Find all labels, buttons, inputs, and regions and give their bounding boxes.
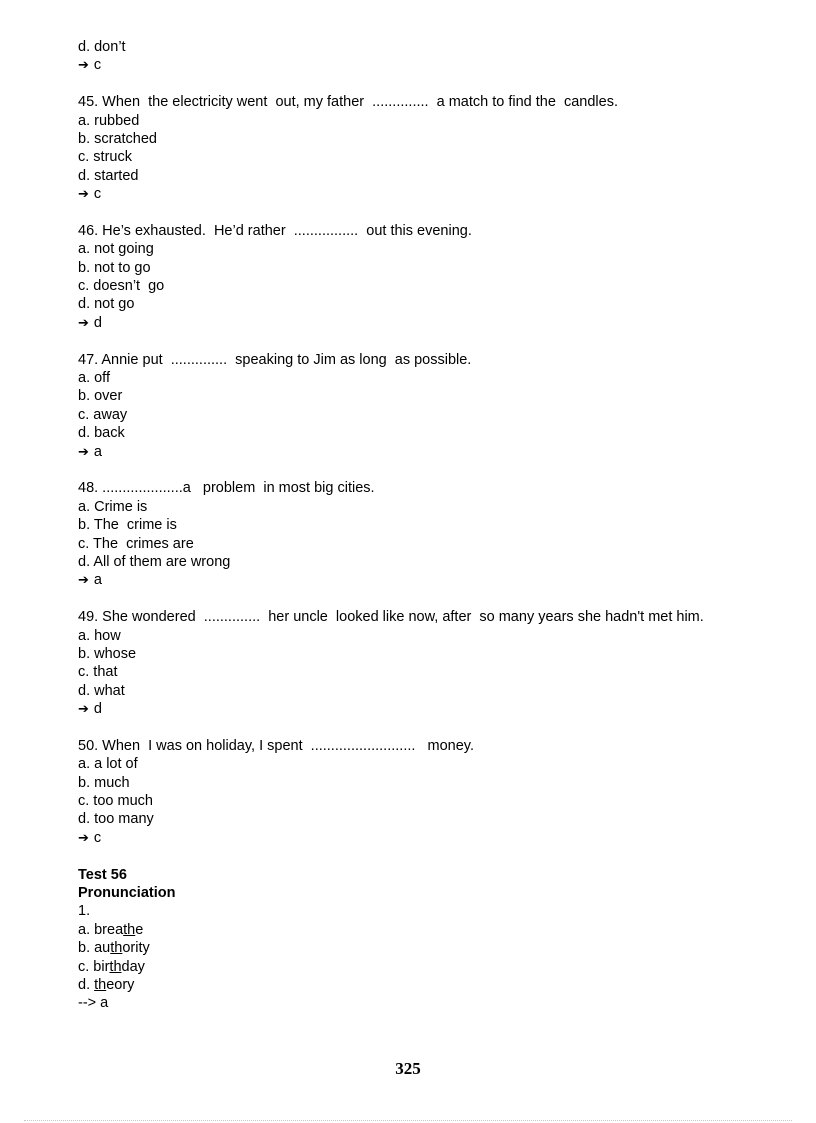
option-a: a. how: [78, 627, 121, 644]
option-d: [78, 976, 798, 994]
arrow-right-icon: ➔: [78, 573, 89, 589]
underlined-sound: th: [123, 921, 136, 938]
section-heading: Pronunciation: [78, 884, 176, 901]
option-d: d. not go: [78, 296, 135, 313]
footer-divider: [24, 1120, 792, 1121]
option-d: d. All of them are wrong: [78, 553, 231, 570]
answer-line: [78, 56, 798, 74]
option-b: [78, 939, 798, 957]
arrow-right-icon: ➔: [78, 702, 89, 718]
underlined-sound: th: [94, 976, 107, 993]
answer-line: --> a: [78, 995, 109, 1012]
option-prefix: c. bir: [78, 958, 110, 975]
question-50: [78, 737, 798, 847]
answer-value: c: [93, 186, 102, 203]
option-d: d. started: [78, 167, 139, 184]
option-b: b. The crime is: [78, 517, 177, 534]
option-c: c. too much: [78, 793, 153, 810]
option-a: a. off: [78, 370, 110, 387]
question-49: [78, 608, 798, 718]
arrow-right-icon: ➔: [78, 187, 89, 203]
test-56-section: [78, 866, 798, 1013]
answer-value: d: [93, 701, 102, 718]
option-d: d. don’t: [78, 39, 126, 55]
arrow-right-icon: ➔: [78, 58, 89, 74]
arrow-right-icon: ➔: [78, 444, 89, 460]
answer-line: [78, 185, 798, 203]
answer-line: [78, 829, 798, 847]
option-suffix: ority: [122, 940, 150, 957]
test-title: Test 56: [78, 866, 127, 883]
option-c: [78, 958, 798, 976]
document-body: [78, 38, 798, 1013]
question-stem: 46. He’s exhausted. He’d rather ................ out this evening.: [78, 222, 472, 239]
arrow-right-icon: ➔: [78, 315, 89, 331]
underlined-sound: th: [109, 958, 122, 975]
option-c: c. that: [78, 664, 118, 681]
option-c: c. doesn’t go: [78, 278, 165, 295]
answer-value: d: [93, 314, 102, 331]
answer-value: c: [93, 57, 102, 74]
question-46: [78, 222, 798, 332]
question-stem: 48. ....................a problem in most big cities.: [78, 480, 375, 497]
page-number: 325: [395, 1059, 421, 1078]
option-suffix: eory: [106, 976, 135, 993]
option-prefix: b. au: [78, 940, 111, 957]
option-a: a. a lot of: [78, 756, 138, 773]
question-45: [78, 93, 798, 203]
option-a: a. not going: [78, 241, 154, 258]
answer-line: [78, 314, 798, 332]
option-c: c. struck: [78, 149, 132, 166]
option-a: a. rubbed: [78, 112, 140, 129]
option-prefix: d.: [78, 976, 95, 993]
option-b: b. over: [78, 388, 123, 405]
option-d: d. what: [78, 682, 125, 699]
answer-line: [78, 700, 798, 718]
answer-line: [78, 571, 798, 589]
question-number: 1.: [78, 903, 91, 920]
option-suffix: day: [121, 958, 145, 975]
option-b: b. not to go: [78, 259, 151, 276]
question-stem: 49. She wondered .............. her uncle looked like now, after so many years she hadn't met him.: [78, 609, 704, 626]
option-d: d. back: [78, 425, 125, 442]
option-c: c. The crimes are: [78, 535, 194, 552]
option-a: [78, 921, 798, 939]
option-suffix: e: [135, 921, 144, 938]
arrow-right-icon: ➔: [78, 830, 89, 846]
answer-value: a: [93, 443, 102, 460]
answer-line: [78, 443, 798, 461]
option-b: b. whose: [78, 645, 137, 662]
answer-value: c: [93, 829, 102, 846]
option-c: c. away: [78, 406, 128, 423]
question-stem: 50. When I was on holiday, I spent .......................... money.: [78, 737, 474, 754]
option-d: d. too many: [78, 811, 154, 828]
underlined-sound: th: [110, 940, 123, 957]
question-stem: 45. When the electricity went out, my father .............. a match to find the candles.: [78, 94, 618, 111]
question-stem: 47. Annie put .............. speaking to Jim as long as possible.: [78, 351, 472, 368]
option-a: a. Crime is: [78, 498, 148, 515]
question-48: [78, 479, 798, 589]
question-47: [78, 351, 798, 461]
option-b: b. scratched: [78, 130, 157, 147]
answer-value: a: [93, 572, 102, 589]
option-b: b. much: [78, 774, 130, 791]
option-prefix: a. brea: [78, 921, 124, 938]
